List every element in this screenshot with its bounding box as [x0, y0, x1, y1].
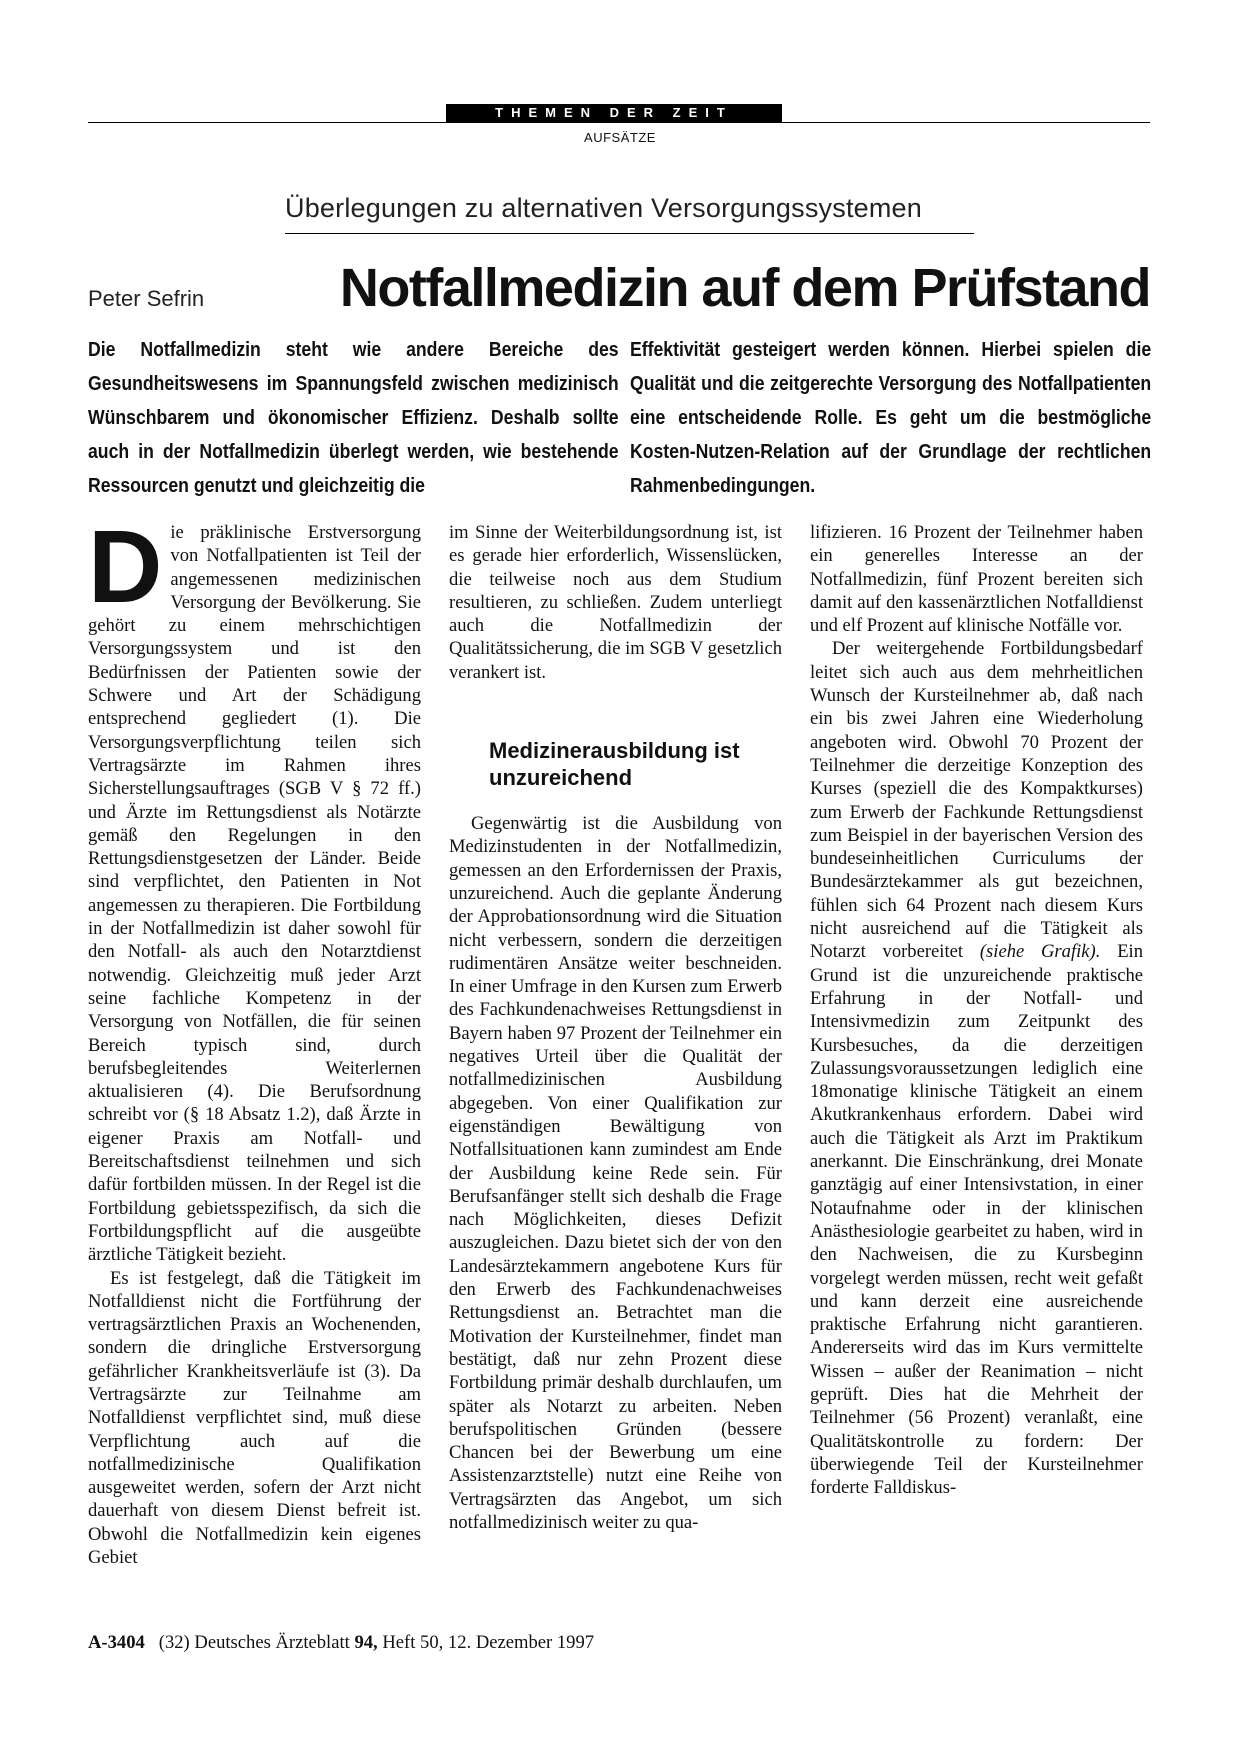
kicker-rule [285, 233, 974, 234]
paragraph: ie präklinische Erstversorgung von Notfallpatienten ist Teil der angemessenen medizinischen Versorgung der Bevölkerung. Sie gehört zu einem mehrschichtigen Versorgungssystem und ist den Bedürfnissen der Patienten sowie der Schwere und Art der Schädigung entsprechend gegliedert (1). Die Versorgungsverpflichtung teilen sich Vertragsärzte im Rahmen ihres Sicherstellungsauftrages (SGB V § 72 ff.) und Ärzte im Rettungsdienst als Notärzte gemäß den Regelungen in den Rettungsdienstgesetzen der Länder. Beide sind verpflichtet, den Patienten in Not angemessen zu therapieren. Die Fortbildung in der Notfallmedizin ist daher sowohl für den Notfall- als auch den Notarztdienst notwendig. Gleichzeitig muß jeder Arzt seine fachliche Kompetenz in der Versorgung von Notfällen, die für seinen Bereich typisch sind, durch berufsbegleitendes Weiterlernen aktualisieren (4). Die Berufsordnung schreibt vor (§ 18 Absatz 1.2), daß Ärzte in eigener Praxis am Notfall- und Bereitschaftsdienst teilnehmen und sich dafür fortbilden müssen. In der Regel ist die Fortbildung gebietsspezifisch, da sich die Fortbildungspflicht auf die ausgeübte ärztliche Tätigkeit bezieht. [88, 522, 421, 1266]
article-author: Peter Sefrin [88, 286, 205, 311]
lead-text-right: Effektivität gesteigert werden können. Hierbei spielen die Qualität und die zeitgerechte Versorgung des Notfallpatienten eine entscheidende Rolle. Es geht um die bestmögliche Kosten-Nutzen-Relation auf der Grundlage der rechtlichen Rahmenbedingungen. [630, 338, 1152, 497]
paragraph: Gegenwärtig ist die Ausbildung von Medizinstudenten in der Notfallmedizin, gemessen an den Erfordernissen der Praxis, unzureichend. Auch die geplante Änderung der Approbationsordnung wird die Situation nicht verbessern, sondern die derzeitigen rudimentären Ansätze weiter beschneiden. In einer Umfrage in den Kursen zum Erwerb des Fachkundenachweises Rettungsdienst in Bayern haben 97 Prozent der Teilnehmer ein negatives Urteil über die Qualität der notfallmedizinischen Ausbildung abgegeben. Von einer Qualifikation zur eigenständigen Bewältigung von Notfallsituationen kann zumindest am Ende der Ausbildung keine Rede sein. Für Berufsanfänger stellt sich deshalb die Frage nach Möglichkeiten, dieses Defizit auszugleichen. Dazu bietet sich der von den Landesärztekammern angebotene Kurs für den Erwerb des Fachkundenachweises Rettungsdienst an. Betrachtet man die Motivation der Kursteilnehmer, findet man bestätigt, daß nur zehn Prozent diese Fortbildung primär deshalb durchlaufen, um später als Notarzt zu arbeiten. Neben berufspolitischen Gründen (bessere Chancen bei der Bewerbung um eine Assistenzarztstelle) nutzt eine Reihe von Vertragsärzten das Angebot, um sich notfallmedizinisch weiter zu qua- [449, 813, 783, 1533]
section-heading: Medizinerausbildung ist unzureichend [489, 738, 740, 791]
body-column-3 [810, 521, 1143, 1499]
journal-name: (32) Deutsches Ärzteblatt [158, 1632, 350, 1653]
paragraph [810, 637, 1143, 1499]
page-number: A-3404 [88, 1632, 145, 1653]
page-footer [88, 1632, 594, 1654]
paragraph: lifizieren. 16 Prozent der Teilnehmer haben ein generelles Interesse an der Notfallmedizin, fünf Prozent bereiten sich damit auf den kassenärztlichen Notfalldienst und elf Prozent auf klinische Notfälle vor. [810, 522, 1143, 637]
lead-text-left: Die Notfallmedizin steht wie andere Bereiche des Gesundheitswesens im Spannungsfeld zwischen medizinisch Wünschbarem und ökonomischer Effizienz. Deshalb sollte auch in der Notfallmedizin überlegt werden, wie bestehende Ressourcen genutzt und gleichzeitig die [88, 338, 619, 497]
header-rule [88, 122, 1150, 123]
body-column-2 [449, 521, 782, 1534]
article-kicker: Überlegungen zu alternativen Versorgungssystemen [285, 193, 922, 223]
drop-cap: D [88, 509, 163, 624]
paragraph-text: Der weitergehende Fortbildungsbedarf leitet sich auch aus dem mehrheitlichen Wunsch der Kursteilnehmer ab, daß nach ein bis zwei Jahren eine Wiederholung angeboten wird. Obwohl 70 Prozent der Teilnehmer die derzeitige Konzeption des Kurses (speziell die des Kompaktkurses) zum Erwerb der Fachkunde Rettungsdienst zum Beispiel in der bayerischen Version des bundeseinheitlichen Curriculums der Bundesärztekammer als gut bezeichnen, fühlen sich 64 Prozent nach diesem Kurs nicht ausreichend auf die Tätigkeit als Notarzt vorbereitet [810, 638, 1143, 963]
figure-reference: (siehe Grafik). [979, 941, 1101, 963]
body-column-1 [88, 509, 421, 1569]
paragraph-text: Ein Grund ist die unzureichende praktische Erfahrung in der Notfall- und Intensivmedizin zum Zeitpunkt des Kursbesuches, da die derzeitigen Zulassungsvoraussetzungen lediglich eine 18monatige klinische Tätigkeit an einem Akutkrankenhaus erfordern. Dabei wird auch die Tätigkeit als Arzt im Praktikum anerkannt. Die Einschränkung, drei Monate ganztägig auf einer Intensivstation, in einer Notaufnahme oder in der klinischen Anästhesiologie gearbeitet zu haben, wird in den Nachweisen, die zu Kursbeginn vorgelegt werden müssen, recht weit gefaßt und kann derzeit eine ausreichende praktische Erfahrung nicht garantieren. Andererseits wird das im Kurs vermittelte Wissen – außer der Reanimation – nicht geprüft. Dies hat die Mehrheit der Teilnehmer (56 Prozent) veranlaßt, eine Qualitätskontrolle zu fordern: Der überwiegende Teil der Kursteilnehmer forderte Falldiskus- [810, 941, 1144, 1499]
paragraph: im Sinne der Weiterbildungsordnung ist, ist es gerade hier erforderlich, Wissenslücken, die teilweise noch aus dem Studium resultieren, zu schließen. Zudem unterliegt auch die Notfallmedizin der Qualitätssicherung, die im SGB V gesetzlich verankert ist. [449, 522, 782, 683]
journal-issue: Heft 50, 12. Dezember 1997 [382, 1632, 595, 1653]
article-title: Notfallmedizin auf dem Prüfstand [339, 258, 1150, 318]
journal-volume: 94, [354, 1632, 378, 1653]
subsection-label: AUFSÄTZE [584, 130, 656, 145]
section-label: THEMEN DER ZEIT [446, 104, 782, 122]
paragraph: Es ist festgelegt, daß die Tätigkeit im Notfalldienst nicht die Fortführung der vertragsärztlichen Praxis an Wochenenden, sondern die dringliche Erstversorgung gefährlicher Krankheitsverläufe ist (3). Da Vertragsärzte zur Teilnahme am Notfalldienst verpflichtet sind, muß diese Verpflichtung auch auf die notfallmedizinische Qualifikation ausgeweitet werden, sofern der Arzt nicht dauerhaft von diesem Dienst befreit ist. Obwohl die Notfallmedizin kein eigenes Gebiet [88, 1267, 421, 1569]
